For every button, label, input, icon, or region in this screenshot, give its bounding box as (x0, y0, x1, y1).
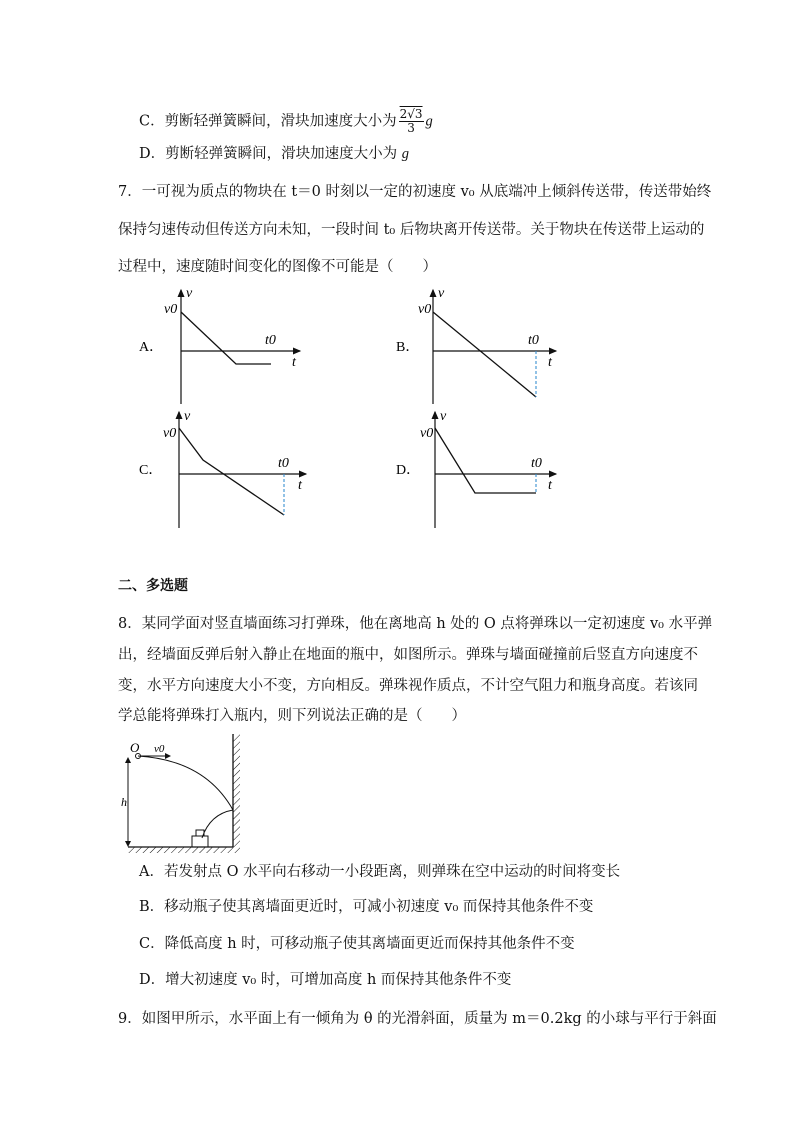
graph-c-v-label: v (184, 409, 191, 424)
graph-b-curve (433, 312, 536, 397)
graph-d-v0-label: v0 (420, 426, 434, 441)
graph-a-v0-label: v0 (164, 302, 178, 317)
label-o: O (130, 740, 140, 755)
label-v0: v0 (154, 743, 165, 755)
q7-line2: 保持匀速传动但传送方向未知，一段时间 t₀ 后物块离开传送带。关于物块在传送带上运动的 (118, 222, 705, 238)
graph-a-t0-label: t0 (265, 333, 276, 348)
graph-a (139, 286, 300, 404)
trajectory-after (202, 810, 233, 838)
q9-line1: 9．如图甲所示，水平面上有一倾角为 θ 的光滑斜面，质量为 m＝0.2kg 的小球与平行于斜面 (118, 1011, 717, 1027)
q7-graphs (0, 0, 794, 560)
symbol-g: g (401, 146, 409, 162)
q8-line3: 变，水平方向速度大小不变，方向相反。弹珠视作质点，不计空气阻力和瓶身高度。若该同 (118, 678, 698, 694)
graph-a-t-label: t (292, 355, 296, 370)
graph-c (139, 409, 306, 528)
graph-b-t-label: t (548, 355, 552, 370)
q7-line3: 过程中，速度随时间变化的图像不可能是（ ） (118, 259, 437, 275)
q8-option-a: A．若发射点 O 水平向右移动一小段距离，则弹珠在空中运动的时间将变长 (139, 864, 621, 880)
graph-d-t-label: t (548, 478, 552, 493)
graph-c-label: C． (139, 463, 163, 478)
graph-c-v0-label: v0 (163, 426, 177, 441)
q8-line4: 学总能将弹珠打入瓶内，则下列说法正确的是（ ） (118, 708, 466, 724)
fraction-numerator: 2√3 (399, 107, 423, 121)
section-title: 二、多选题 (118, 578, 188, 594)
graph-b-v0-label: v0 (418, 302, 432, 317)
graph-a-label: A． (139, 340, 164, 355)
graph-c-t-label: t (298, 478, 302, 493)
graph-b-v-label: v (438, 286, 445, 301)
q8-option-b: B．移动瓶子使其离墙面更近时，可减小初速度 v₀ 而保持其他条件不变 (139, 899, 594, 915)
q8-line2: 出，经墙面反弹后射入静止在地面的瓶中，如图所示。弹珠与墙面碰撞前后竖直方向速度不 (118, 647, 698, 663)
graph-d-label: D． (396, 463, 421, 478)
ground-hatch (128, 847, 240, 853)
graph-b-t0-label: t0 (528, 333, 539, 348)
graph-a-v-label: v (186, 286, 193, 301)
graph-b (396, 286, 556, 404)
graph-d (396, 409, 556, 528)
trajectory-before (138, 756, 233, 810)
q8-option-d: D．增大初速度 v₀ 时，可增加高度 h 而保持其他条件不变 (139, 972, 512, 988)
q6-option-d-text: D．剪断轻弹簧瞬间，滑块加速度大小为 (139, 146, 398, 162)
graph-a-curve (181, 312, 271, 364)
graph-c-curve (179, 428, 284, 515)
graph-b-label: B． (396, 340, 420, 355)
q8-line1: 8．某同学面对竖直墙面练习打弹珠，他在离地高 h 处的 O 点将弹珠以一定初速度 v₀ 水平弹 (118, 616, 713, 632)
graph-d-curve (435, 428, 536, 493)
label-h: h (121, 795, 127, 809)
graph-c-t0-label: t0 (278, 456, 289, 471)
fraction-denominator: 3 (407, 121, 415, 135)
bottle-body (192, 836, 208, 847)
symbol-g: g (425, 113, 433, 130)
q7-line1: 7．一可视为质点的物块在 t＝0 时刻以一定的初速度 v₀ 从底端冲上倾斜传送带，传送带始终 (118, 184, 712, 200)
q6-option-c-text: C．剪断轻弹簧瞬间，滑块加速度大小为 (139, 113, 397, 130)
graph-d-t0-label: t0 (531, 456, 542, 471)
q8-option-c: C．降低高度 h 时，可移动瓶子使其离墙面更近而保持其他条件不变 (139, 936, 575, 952)
wall-hatch (233, 734, 240, 847)
q8-figure (110, 730, 250, 855)
graph-d-v-label: v (440, 409, 447, 424)
